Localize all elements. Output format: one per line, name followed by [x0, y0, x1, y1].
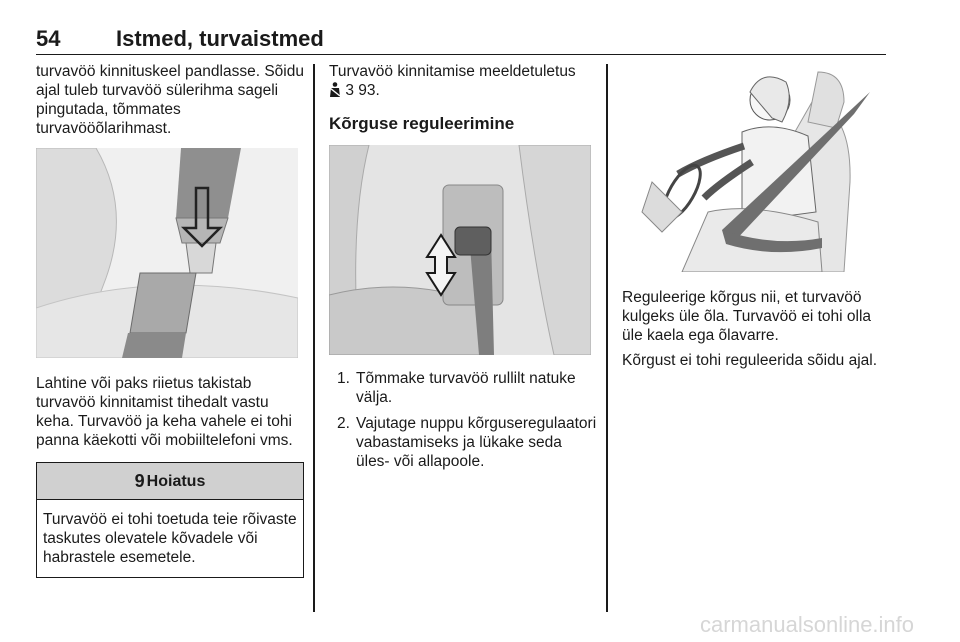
adjust-steps [329, 369, 597, 471]
height-adjuster-illustration [329, 145, 591, 355]
watermark: carmanualsonline.info [700, 612, 915, 637]
page-reference: 3 93. [345, 82, 380, 99]
reminder-paragraph: Turvavöö kinnitamise meeldetuletus [329, 63, 576, 80]
seatbelt-reminder-icon [329, 82, 345, 99]
column-left [36, 62, 304, 578]
column-divider [313, 64, 315, 612]
intro-paragraph: turvavöö kinnituskeel pandlasse. Sõidu ajal tuleb turvavöö sülerihma sageli pingutada, tõmmates turvavööõlarihmast. [36, 63, 304, 137]
column-divider [606, 64, 608, 612]
driving-paragraph: Kõrgust ei tohi reguleerida sõidu ajal. [622, 352, 878, 369]
warning-triangle-icon: 9 [134, 470, 145, 491]
list-item: 1. Tõmmake turvavöö rullilt natuke välja. [337, 370, 576, 406]
clothing-paragraph: Lahtine või paks riietus takistab turvavöö kinnitamist tihedalt vastu keha. Turvavöö ja keha vahele ei tohi panna käekotti või mobiiltelefoni vms. [36, 375, 293, 449]
section-title: Istmed, turvaistmed [116, 26, 324, 51]
page-header [36, 22, 886, 55]
driver-seatbelt-illustration [622, 62, 884, 272]
list-item: 2. Vajutage nuppu kõrguseregulaatori vabastamiseks ja lükake seda üles- või allapoole. [337, 415, 597, 470]
page-number: 54 [36, 26, 61, 51]
reminder-reference [329, 81, 597, 100]
height-adjust-heading: Kõrguse reguleerimine [329, 114, 515, 133]
column-middle [329, 62, 597, 478]
warning-box [36, 462, 304, 578]
warning-header [37, 463, 303, 500]
warning-title: Hoiatus [146, 472, 206, 490]
column-right [622, 62, 890, 370]
belt-buckle-illustration [36, 148, 298, 358]
adjust-paragraph: Reguleerige kõrgus nii, et turvavöö kulgeks üle õla. Turvavöö ei tohi olla üle kaela ega õlavarre. [622, 289, 872, 344]
warning-text: Turvavöö ei tohi toetuda teie rõivaste taskutes olevatele kõvadele või habrastele esemetele. [43, 511, 297, 566]
